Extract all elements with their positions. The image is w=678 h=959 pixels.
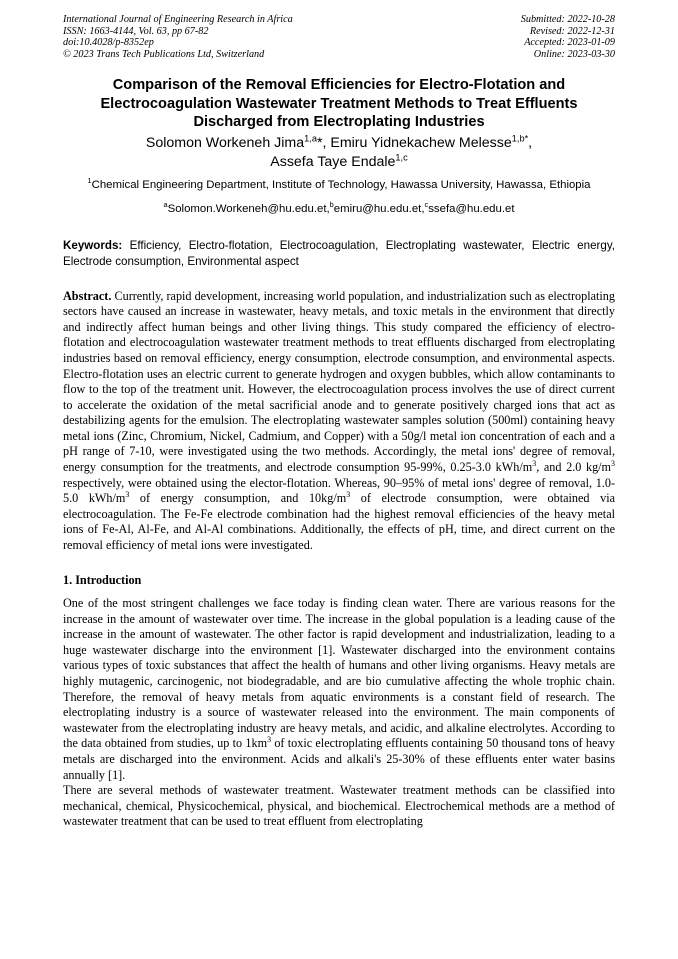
affiliation-text: Chemical Engineering Department, Institute of Technology, Hawassa University, Hawassa, Ethiopia xyxy=(91,178,591,191)
keywords-label: Keywords: xyxy=(63,239,123,253)
introduction-paragraph-2: There are several methods of wastewater treatment. Wastewater treatment methods can be classified into mechanical, chemical, Physicochemical, physical, and biochemical. Electrochemical methods are a method of wastewater treatment that can be used to treat effluent from electroplating xyxy=(63,783,615,829)
abstract-text: respectively, were obtained using the elector-flotation. Whereas, 90–95% of metal ions' degree of removal, 1.0-5.0 kWh/m xyxy=(63,475,615,506)
abstract-label: Abstract. xyxy=(63,288,112,303)
affiliation-mark: 1 xyxy=(87,176,92,186)
corresponding-mark: * xyxy=(316,134,323,151)
author-3-affil: 1,c xyxy=(395,152,408,163)
abstract-text: Currently, rapid development, increasing world population, and industrialization such as electroplating sectors have caused an increase in wastewater, heavy metals, and toxic metals in the environment that directly and indirectly affect human beings and other living things. This study compared the efficiency of electro-flotation and electrocoagulation wastewater treatment methods to treat effluents discharged from electroplating industries based on removal efficiency, energy consumption, electrode consumption, and environmental aspects. Electro-flotation uses an electric current to generate hydrogen and oxygen bubbles, which allow contaminants to flow to the top of the treatment unit. However, the electrocoagulation process involves the use of direct current to accelerate the oxidation of the metal sacrificial anode and to generate positively charged ions that act as destabilizing agents for the emulsion. The electroplating wastewater samples solution (500ml) containing heavy metal ions (Zinc, Chromium, Nickel, Cadmium, and Copper) with a 50g/l metal ion concentration of each and a pH range of 7-10, were investigated using the two methods. Accordingly, the metal ions' degree of removal, energy consumption for the treatments, and electrode consumption 95-99%, 0.25-3.0 kWh/m xyxy=(63,288,615,475)
author-3: Assefa Taye Endale xyxy=(270,153,396,170)
unit-superscript: 3 xyxy=(611,458,615,468)
unit-superscript: 3 xyxy=(532,458,537,468)
email-b-mark: b xyxy=(329,200,334,210)
author-2-affil: 1,b* xyxy=(511,133,529,144)
paragraph-text: One of the most stringent challenges we face today is finding clean water. There are various reasons for the increase in the amount of wastewater over time. The increase in the global population is a leading cause of the increase in the amount of wastewater. The other factor is rapid development and industrialization, leading to a huge wastewater discharge into the environment [1]. Wastewater discharged into the environment contains various types of toxic substances that affect the health of humans and other living organisms. Heavy metals are highly mutagenic, carcinogenic, not biodegradable, and are bio cumulative affecting the whole trophic chain. Therefore, the removal of heavy metals from aquatic environments is a constant field of research. The electroplating industry is a source of wastewater released into the environment. The main components of wastewater from the electroplating industry are heavy metals, and acidic, and alkaline electrolytes. According to the data obtained from studies, up to 1km xyxy=(63,596,615,751)
email-c[interactable]: ssefa@hu.edu.et xyxy=(428,203,515,216)
abstract xyxy=(63,289,615,554)
journal-header xyxy=(63,14,615,60)
author-1-affil: 1,a xyxy=(304,133,317,144)
unit-superscript: 3 xyxy=(346,490,351,500)
abstract-text: of electrode consumption, were obtained via electrocoagulation. The Fe-Fe electrode combination had the highest removal efficiencies of the heavy metal ions of Fe-Al, Al-Fe, and Al-Al combinations. Additionally, the effects of pH, time, and direct current on the removal efficiency of metal ions were investigated. xyxy=(63,491,615,552)
keywords-text: Efficiency, Electro-flotation, Electrocoagulation, Electroplating wastewater, Electric energy, Electrode consumption, Environmental aspect xyxy=(63,239,615,269)
paper-page xyxy=(63,14,615,830)
section-heading-introduction: 1. Introduction xyxy=(63,572,142,587)
email-b[interactable]: emiru@hu.edu.et, xyxy=(333,203,425,216)
abstract-text: of energy consumption, and 10kg/m xyxy=(129,491,347,506)
journal-issn: ISSN: 1663-4144, Vol. 63, pp 67-82 xyxy=(63,25,209,37)
journal-doi[interactable]: doi:10.4028/p-8352ep xyxy=(63,37,154,49)
email-a-mark: a xyxy=(163,200,168,210)
author-emails xyxy=(63,202,615,217)
publication-dates xyxy=(521,14,615,60)
author-list xyxy=(63,134,615,172)
date-accepted: Accepted: 2023-01-09 xyxy=(524,37,615,49)
date-revised: Revised: 2022-12-31 xyxy=(529,25,615,37)
journal-copyright: © 2023 Trans Tech Publications Ltd, Switzerland xyxy=(63,48,265,60)
paragraph-text: of toxic electroplating effluents containing 50 thousand tons of heavy metals are discharged into the environment. Acids and alkali's 25-30% of these effluents enter water basins annually [1]. xyxy=(63,736,615,782)
email-c-mark: c xyxy=(424,200,429,210)
author-separator: , xyxy=(528,134,533,151)
author-2: Emiru Yidnekachew Melesse xyxy=(330,134,512,151)
introduction-paragraph-1 xyxy=(63,596,615,783)
date-submitted: Submitted: 2022-10-28 xyxy=(520,14,615,25)
abstract-text: , and 2.0 kg/m xyxy=(536,460,612,475)
author-1: Solomon Workeneh Jima xyxy=(145,134,305,151)
journal-name: International Journal of Engineering Research in Africa xyxy=(63,14,293,25)
affiliation xyxy=(63,178,615,194)
paper-title: Comparison of the Removal Efficiencies for Electro-Flotation and Electrocoagulation Wastewater Treatment Methods to Treat Effluents Discharged from Electroplating Industries xyxy=(100,77,578,130)
date-online: Online: 2023-03-30 xyxy=(533,48,615,60)
keywords xyxy=(63,238,615,269)
email-a[interactable]: Solomon.Workeneh@hu.edu.et, xyxy=(167,203,330,216)
author-separator: , xyxy=(322,134,331,151)
unit-superscript: 3 xyxy=(267,735,272,745)
unit-superscript: 3 xyxy=(125,490,130,500)
journal-info xyxy=(63,14,293,60)
